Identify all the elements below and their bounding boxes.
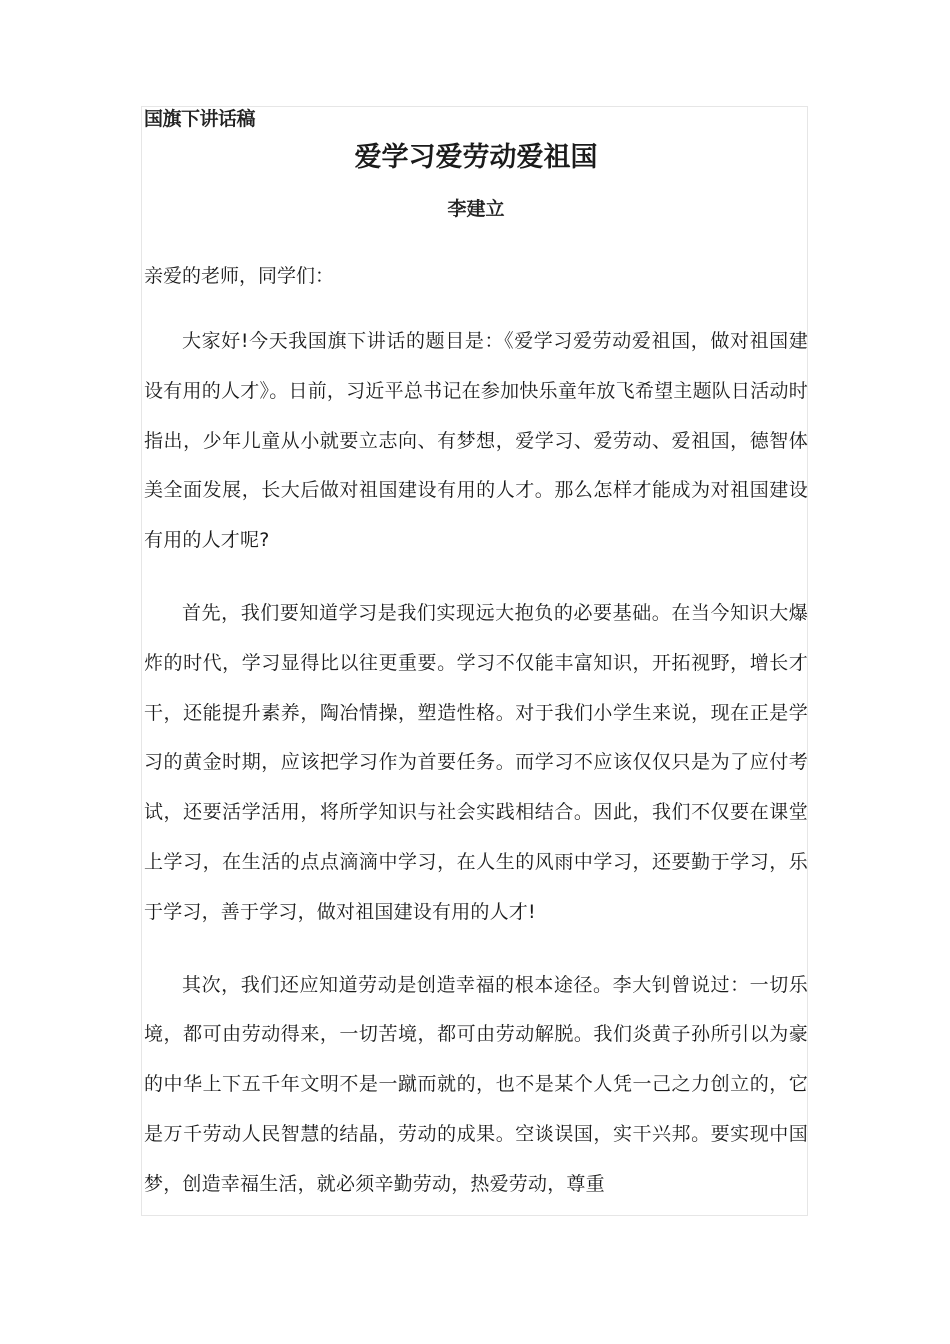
paragraph: 大家好!今天我国旗下讲话的题目是：《爱学习爱劳动爱祖国，做对祖国建设有用的人才》。日前，习近平总书记在参加快乐童年放飞希望主题队日活动时指出，少年儿童从小就要立志向、有梦想，爱学习、爱劳动、爱祖国，德智体美全面发展，长大后做对祖国建设有用的人才。那么怎样才能成为对祖国建设有用的人才呢? (144, 330, 808, 552)
document-body (144, 104, 808, 1210)
salutation: 亲爱的老师，同学们： (144, 265, 335, 287)
document-label: 国旗下讲话稿 (144, 108, 256, 130)
document-title: 爱学习爱劳动爱祖国 (354, 142, 598, 173)
document-author: 李建立 (447, 198, 505, 220)
paragraph: 其次，我们还应知道劳动是创造幸福的根本途径。李大钊曾说过：一切乐境，都可由劳动得来，一切苦境，都可由劳动解脱。我们炎黄子孙所引以为豪的中华上下五千年文明不是一蹴而就的，也不是某个人凭一己之力创立的，它是万千劳动人民智慧的结晶，劳动的成果。空谈误国，实干兴邦。要实现中国梦，创造幸福生活，就必须辛勤劳动，热爱劳动，尊重 (144, 973, 808, 1195)
paragraph: 首先，我们要知道学习是我们实现远大抱负的必要基础。在当今知识大爆炸的时代，学习显得比以往更重要。学习不仅能丰富知识，开拓视野，增长才干，还能提升素养，陶冶情操，塑造性格。对于我们小学生来说，现在正是学习的黄金时期，应该把学习作为首要任务。而学习不应该仅仅只是为了应付考试，还要活学活用，将所学知识与社会实践相结合。因此，我们不仅要在课堂上学习，在生活的点点滴滴中学习，在人生的风雨中学习，还要勤于学习，乐于学习，善于学习，做对祖国建设有用的人才! (144, 601, 808, 923)
